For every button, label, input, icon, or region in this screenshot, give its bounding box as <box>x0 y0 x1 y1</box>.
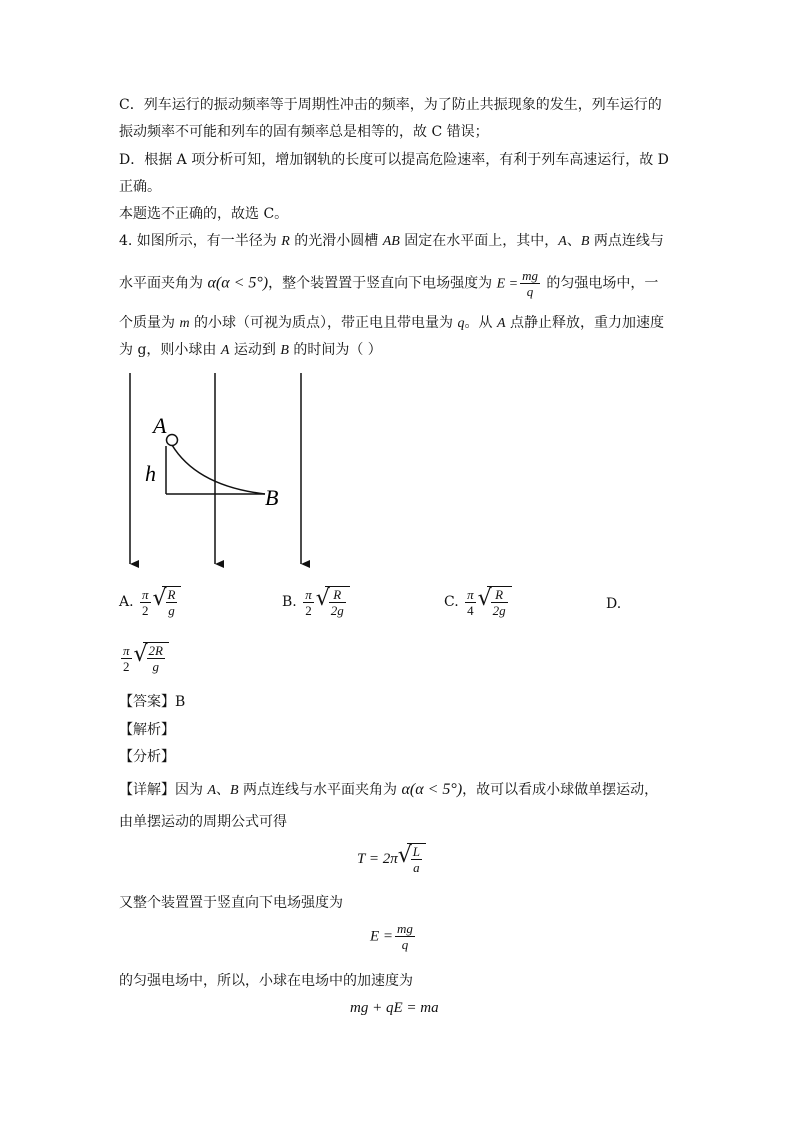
q3-text-mid2: 。从 <box>464 315 497 331</box>
option-b-coef-den: 2 <box>305 602 312 618</box>
option-a-sqrt: √ $\frac{R}{g}$ <box>153 586 182 618</box>
formula-period-frac <box>411 844 422 875</box>
formula-acceleration: mg + qE = ma <box>350 1000 439 1016</box>
q1-B: B <box>580 234 590 249</box>
formula-field <box>370 921 417 952</box>
q1-text-post: 固定在水平面上，其中， <box>399 233 559 249</box>
option-d-rad <box>147 643 165 674</box>
option-a-rad-den: g <box>168 603 175 618</box>
option-c-rad-num: R <box>491 587 508 603</box>
detail-text-mid: 两点连线与水平面夹角为 <box>238 782 402 798</box>
q3-text: 个质量为 <box>119 315 180 331</box>
q1-text: 4. 如图所示，有一半径为 <box>119 233 282 249</box>
answer-value: B <box>175 694 186 710</box>
label-h: h <box>145 461 156 486</box>
detail-sep: 、 <box>216 782 231 798</box>
q2-text-mid: ，整个装置置于竖直向下电场强度为 <box>268 275 497 292</box>
text-line-4: 正确。 <box>119 179 161 195</box>
q2-fraction-num: mg <box>522 268 538 283</box>
option-c-rad-den: 2g <box>492 603 506 618</box>
q4-text-mid: 运动到 <box>229 342 281 358</box>
option-d[interactable] <box>119 642 169 674</box>
option-d-coef <box>121 643 132 674</box>
q1-R: R <box>281 234 290 249</box>
option-c-coef-num: π <box>467 586 474 602</box>
option-b-sqrt: √ $\frac{R}{2g}$ <box>316 586 350 618</box>
groove-arc <box>172 445 265 494</box>
option-c[interactable] <box>444 586 512 618</box>
option-b-coef <box>303 587 314 618</box>
formula-period-lhs: T = 2π <box>357 851 398 867</box>
q1-sep: 、 <box>566 233 581 249</box>
formula-period <box>357 843 426 875</box>
q3-text-mid: 的小球（可视为质点），带正电且带电量为 <box>189 315 458 331</box>
q1-A: A <box>558 234 567 249</box>
option-b-coef-num: π <box>305 586 312 602</box>
formula-field-den: q <box>401 937 409 952</box>
option-b-rad-den: 2g <box>330 603 344 618</box>
jiexi-heading: 【解析】 <box>119 722 175 738</box>
q4-text: 为 g，则小球由 <box>119 342 221 358</box>
formula-period-num: L <box>412 844 420 859</box>
detail-text-post: ，故可以看成小球做单摆运动， <box>462 782 659 798</box>
q2-fraction <box>520 268 540 299</box>
text-line-1: C．列车运行的振动频率等于周期性冲击的频率，为了防止共振现象的发生，列车运行的 <box>119 97 662 113</box>
option-a-letter: A. <box>119 594 134 610</box>
label-B: B <box>265 485 279 510</box>
formula-period-sqrt: √ $\frac{L}{a}$ <box>398 843 426 875</box>
option-a-coef-den: 2 <box>142 602 149 618</box>
text-line-3: D．根据 A 项分析可知，增加钢轨的长度可以提高危险速率，有利于列车高速运行，故 D <box>119 152 669 168</box>
detail-text: 因为 <box>175 782 208 798</box>
detail-line-4: 的匀强电场中，所以，小球在电场中的加速度为 <box>119 973 413 989</box>
option-b[interactable] <box>282 586 350 618</box>
option-a-rad <box>166 587 178 618</box>
field-diagram <box>115 368 315 568</box>
option-c-coef-den: 4 <box>467 602 474 618</box>
option-d-coef-den: 2 <box>123 658 130 674</box>
option-b-rad <box>329 587 346 618</box>
option-c-sqrt: √ $\frac{R}{2g}$ <box>478 586 512 618</box>
formula-period-den: a <box>413 860 420 875</box>
detail-A: A <box>207 783 217 798</box>
q2-text-post: 的匀强电场中，一 <box>541 275 659 292</box>
detail-B: B <box>230 783 239 798</box>
option-b-letter: B. <box>282 594 297 610</box>
option-a-coef-num: π <box>142 586 149 602</box>
q2-condition: (α < 5°) <box>215 274 269 292</box>
option-c-rad <box>491 587 508 618</box>
q3-text-post: 点静止释放，重力加速度 <box>505 315 664 331</box>
formula-field-num: mg <box>397 921 413 936</box>
answer-line <box>119 692 185 712</box>
q1-AB: AB <box>382 234 400 249</box>
formula-field-frac <box>395 921 415 952</box>
text-line-2: 振动频率不可能和列车的固有频率总是相等的，故 C 错误； <box>119 124 489 140</box>
question-line-1 <box>119 231 664 252</box>
option-d-sqrt: √ $\frac{2R}{g}$ <box>134 642 169 674</box>
q2-E: E = <box>496 276 519 292</box>
q2-text: 水平面夹角为 <box>119 275 208 292</box>
option-b-rad-num: R <box>329 587 346 603</box>
question-line-4 <box>119 340 382 361</box>
option-d-coef-num: π <box>123 642 130 658</box>
question-line-2 <box>119 268 658 299</box>
question-line-3 <box>119 313 664 334</box>
q2-alpha: α <box>207 274 216 292</box>
q4-B: B <box>280 343 289 358</box>
option-d-rad-num: 2R <box>148 643 163 658</box>
formula-field-lhs: E = <box>370 928 394 945</box>
q3-m: m <box>179 316 190 331</box>
option-d-letter[interactable]: D. <box>606 596 622 612</box>
q3-A: A <box>496 316 506 331</box>
option-d-rad-den: g <box>152 659 159 674</box>
option-a[interactable] <box>119 586 181 618</box>
q2-fraction-den: q <box>526 284 534 299</box>
text-line-5: 本题选不正确的，故选 C。 <box>119 206 289 222</box>
fenxi-heading: 【分析】 <box>119 749 175 765</box>
detail-condition: (α < 5°) <box>409 781 463 798</box>
option-a-rad-num: R <box>167 587 176 602</box>
option-a-coef <box>140 587 151 618</box>
ball <box>167 435 178 446</box>
q4-A: A <box>220 343 230 358</box>
q4-text-post: 的时间为（ ） <box>288 342 382 358</box>
option-c-coef <box>465 587 476 618</box>
q1-text-mid: 的光滑小圆槽 <box>289 233 383 249</box>
q3-q: q <box>457 316 465 331</box>
detail-line-1 <box>119 780 658 801</box>
answer-label: 【答案】 <box>119 694 175 710</box>
detail-label: 【详解】 <box>119 782 175 798</box>
q1-text-end: 两点连线与 <box>589 233 664 249</box>
detail-alpha: α <box>401 781 410 798</box>
detail-line-2: 由单摆运动的周期公式可得 <box>119 814 287 830</box>
detail-line-3: 又整个装置置于竖直向下电场强度为 <box>119 895 343 911</box>
label-A: A <box>153 413 167 438</box>
option-c-letter: C. <box>444 594 459 610</box>
